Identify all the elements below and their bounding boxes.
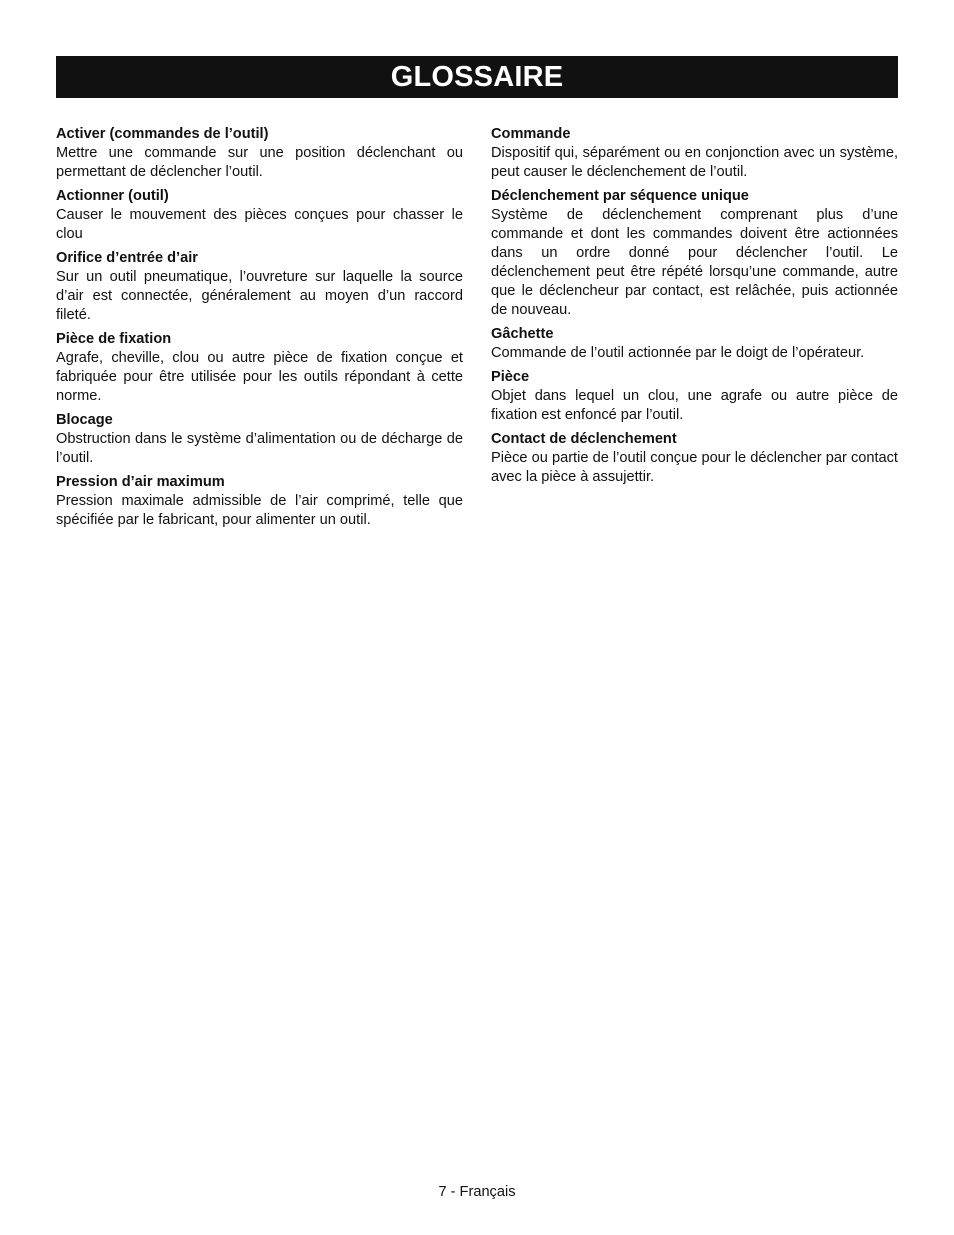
glossary-entry: [56, 187, 463, 244]
glossary-term: Orifice d’entrée d’air: [56, 250, 198, 266]
glossary-entry: [56, 473, 463, 530]
glossary-definition: Système de déclenchement comprenant plus d’une commande et dont les commandes doivent être actionnées dans un ordre donné pour déclencher l’outil. Le déclenchement peut être répété lorsqu’une commande, autre que le déclencheur par contact, est relâchée, puis actionnée de nouveau.: [491, 207, 898, 318]
glossary-definition: Sur un outil pneumatique, l’ouvreture sur laquelle la source d’air est connectée, généralement au moyen d’un raccord fileté.: [56, 269, 463, 323]
glossary-definition: Commande de l’outil actionnée par le doigt de l’opérateur.: [491, 345, 865, 361]
glossary-entry: [491, 125, 898, 182]
glossary-right-column: [491, 125, 898, 492]
glossary-definition: Objet dans lequel un clou, une agrafe ou autre pièce de fixation est enfoncé par l’outil.: [491, 388, 898, 423]
glossary-entry: [56, 125, 463, 182]
glossary-entry: [56, 411, 463, 468]
glossary-definition: Mettre une commande sur une position déclenchant ou permettant de déclencher l’outil.: [56, 145, 463, 180]
glossary-term: Gâchette: [491, 326, 554, 342]
glossary-term: Commande: [491, 126, 571, 142]
page-footer: 7 - Français: [438, 1184, 516, 1200]
glossary-definition: Dispositif qui, séparément ou en conjonction avec un système, peut causer le déclenchement de l’outil.: [491, 145, 898, 180]
glossary-entry: [491, 430, 898, 487]
glossary-definition: Pièce ou partie de l’outil conçue pour le déclencher par contact avec la pièce à assujettir.: [491, 450, 898, 485]
glossary-definition: Agrafe, cheville, clou ou autre pièce de fixation conçue et fabriquée pour être utilisée pour les outils répondant à cette norme.: [56, 350, 463, 404]
glossary-entry: [56, 330, 463, 406]
glossary-entry: [491, 368, 898, 425]
glossary-definition: Obstruction dans le système d’alimentation ou de décharge de l’outil.: [56, 431, 463, 466]
glossary-term: Actionner (outil): [56, 188, 169, 204]
glossary-term: Pièce de fixation: [56, 331, 172, 347]
glossary-term: Activer (commandes de l’outil): [56, 126, 269, 142]
glossary-entry: [491, 187, 898, 320]
glossary-term: Pièce: [491, 369, 530, 385]
glossary-entry: [491, 325, 898, 363]
glossary-left-column: [56, 125, 463, 535]
glossary-term: Contact de déclenchement: [491, 431, 677, 447]
glossary-term: Pression d’air maximum: [56, 474, 225, 490]
glossary-definition: Causer le mouvement des pièces conçues pour chasser le clou: [56, 207, 463, 242]
glossary-entry: [56, 249, 463, 325]
glossary-term: Déclenchement par séquence unique: [491, 188, 749, 204]
page-title: GLOSSAIRE: [56, 56, 898, 98]
glossary-definition: Pression maximale admissible de l’air comprimé, telle que spécifiée par le fabricant, pour alimenter un outil.: [56, 493, 463, 528]
glossary-term: Blocage: [56, 412, 113, 428]
